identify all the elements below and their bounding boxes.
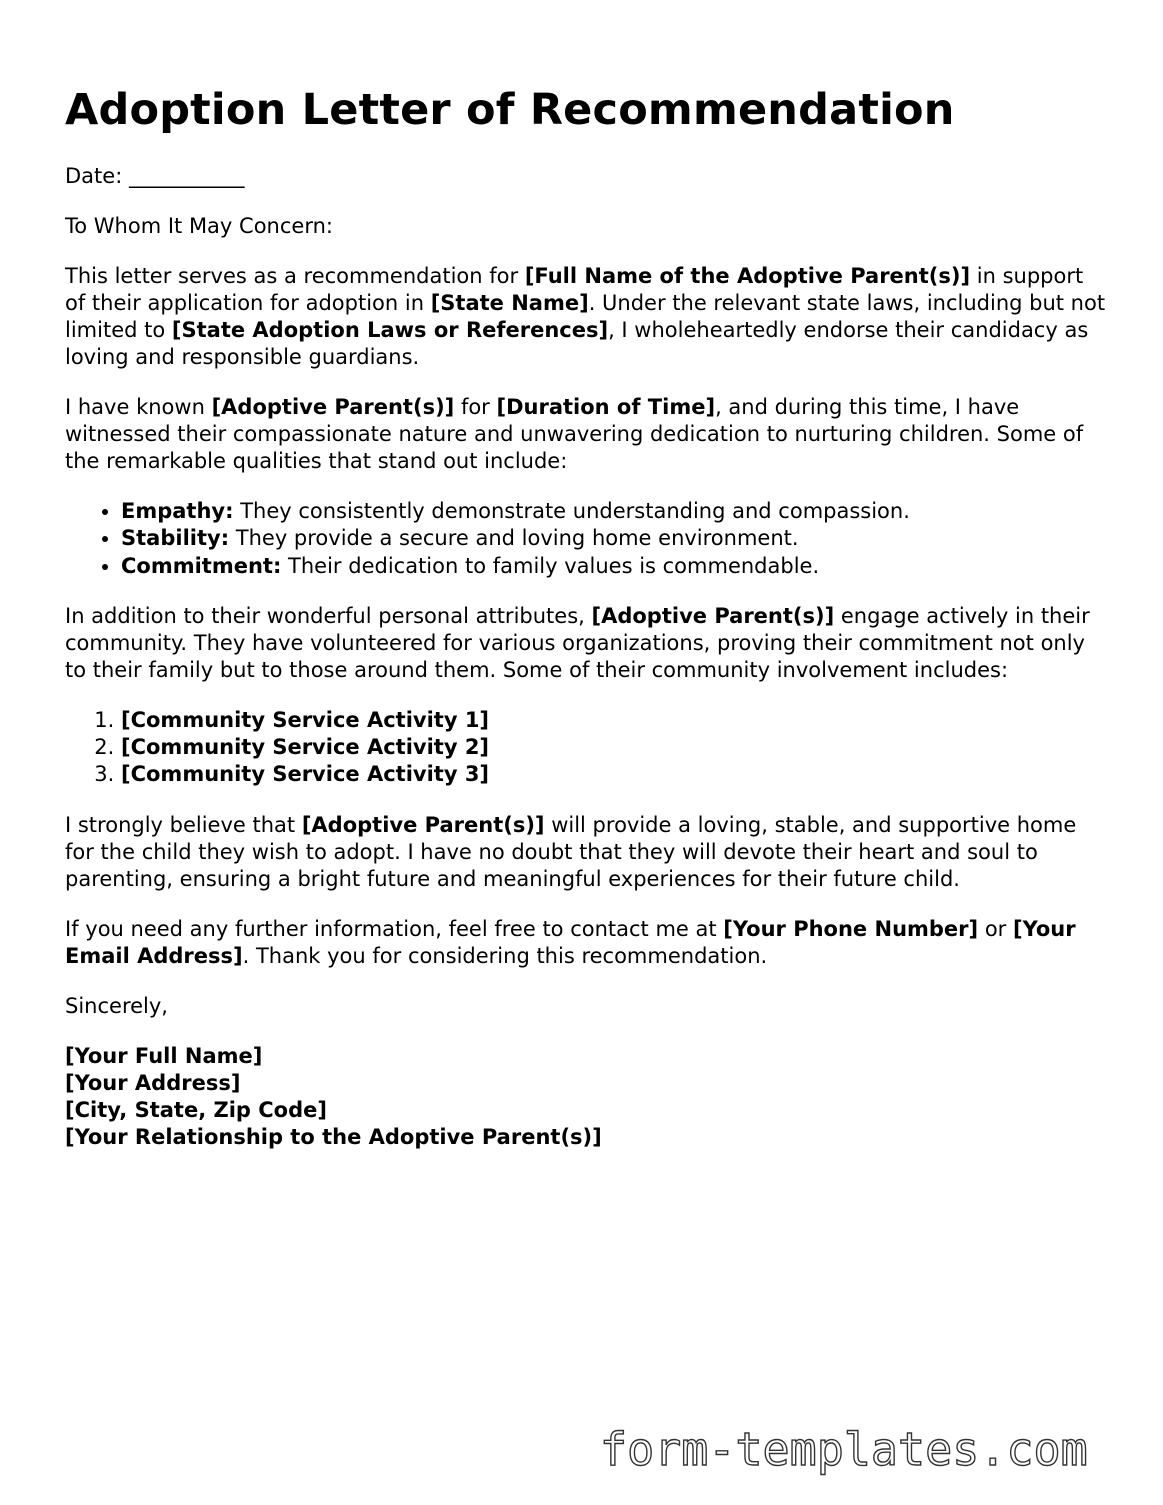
- placeholder-adoptive-parents: [Adoptive Parent(s)]: [591, 603, 835, 628]
- placeholder-state-name: [State Name]: [430, 291, 589, 315]
- placeholder-duration: [Duration of Time]: [496, 395, 716, 419]
- page-title: Adoption Letter of Recommendation: [65, 85, 955, 135]
- acquaintance-paragraph: I have known [Adoptive Parent(s)] for [Duration of Time], and during this time, I have witnessed their compassionate nature and unwavering dedication to nurturing children. Some of the remarkable qualities that stand out include:: [65, 395, 1084, 473]
- list-item: • Commitment: Their dedication to family values is commendable.: [121, 553, 1110, 580]
- salutation: To Whom It May Concern:: [65, 214, 333, 238]
- signature-city: [City, State, Zip Code]: [65, 1097, 327, 1122]
- belief-paragraph: I strongly believe that [Adoptive Parent(s)] will provide a loving, stable, and supportive home for the child they wish to adopt. I have no doubt that they will devote their heart and soul to parenting, ensuring a bright future and meaningful experiences for their future child.: [65, 812, 1077, 891]
- signature-address: [Your Address]: [65, 1070, 241, 1095]
- qualities-list: [65, 498, 1110, 580]
- letter-page: [65, 82, 1110, 1151]
- signature-block: [65, 1043, 1110, 1151]
- placeholder-email: [Your Email Address]: [65, 916, 1076, 968]
- placeholder-phone: [Your Phone Number]: [723, 916, 979, 941]
- placeholder-adoptive-parents: [Adoptive Parent(s)]: [301, 812, 545, 837]
- intro-paragraph: This letter serves as a recommendation for [Full Name of the Adoptive Parent(s)] in support of their application for adoption in [State Name]. Under the relevant state laws, including but not limited to [State Adoption Laws or References], I wholeheartedly endorse their candidacy as loving and responsible guardians.: [65, 264, 1106, 369]
- signature-relationship: [Your Relationship to the Adoptive Parent(s)]: [65, 1124, 602, 1149]
- list-item: • Empathy: They consistently demonstrate understanding and compassion.: [121, 498, 1110, 525]
- contact-paragraph: If you need any further information, feel free to contact me at [Your Phone Number] or [Your Email Address]. Thank you for considering this recommendation.: [65, 916, 1076, 968]
- placeholder-adoptive-parents: [Adoptive Parent(s)]: [211, 395, 455, 419]
- activities-list: [65, 707, 1110, 789]
- list-item: • Stability: They provide a secure and loving home environment.: [121, 525, 1110, 552]
- list-item: 1. [Community Service Activity 1]: [121, 707, 1110, 734]
- list-item: 2. [Community Service Activity 2]: [121, 734, 1110, 761]
- closing: Sincerely,: [65, 993, 168, 1018]
- placeholder-state-laws: [State Adoption Laws or References]: [171, 318, 609, 342]
- signature-name: [Your Full Name]: [65, 1043, 263, 1068]
- list-item: 3. [Community Service Activity 3]: [121, 761, 1110, 788]
- placeholder-parent-full-name: [Full Name of the Adoptive Parent(s)]: [524, 264, 971, 288]
- date-line: Date: ___________: [65, 164, 245, 188]
- community-paragraph: In addition to their wonderful personal attributes, [Adoptive Parent(s)] engage actively in their community. They have volunteered for various organizations, proving their commitment not only to their family but to those around them. Some of their community involvement includes:: [65, 603, 1090, 682]
- watermark: form-templates.com: [600, 1423, 1088, 1476]
